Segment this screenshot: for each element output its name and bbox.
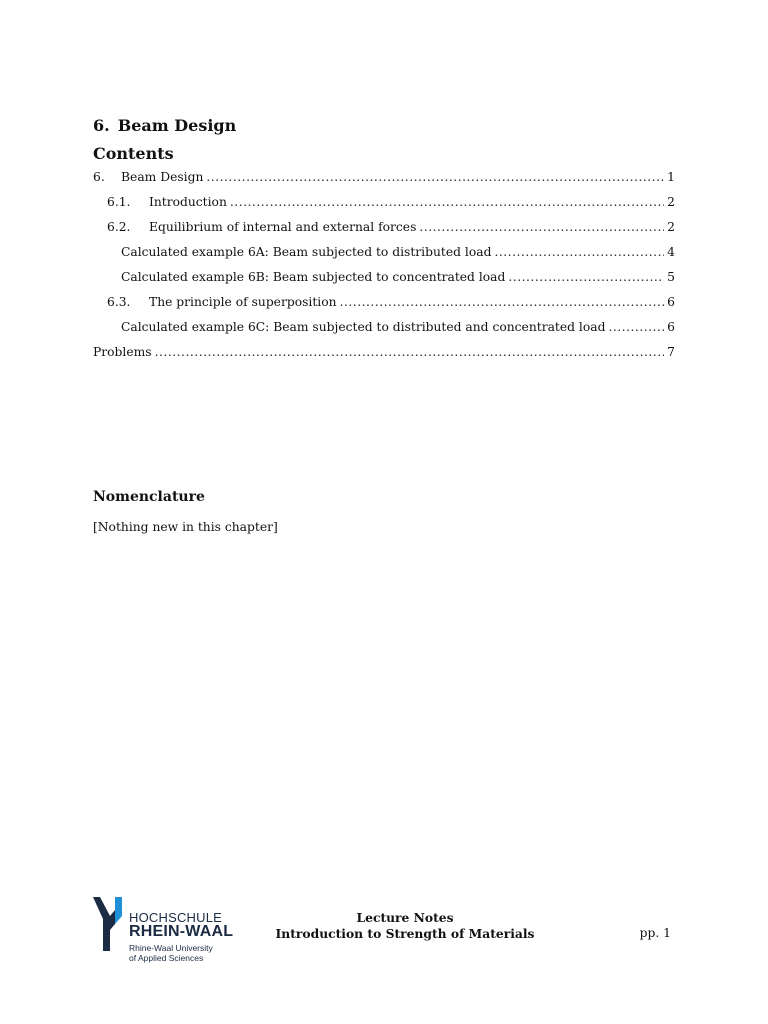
toc-entry-title: The principle of superposition [149, 295, 337, 309]
toc-entry-number: 6.3. [107, 295, 131, 309]
toc-entry-example-6c[interactable] [93, 320, 675, 345]
toc-entry-title: Calculated example 6C: Beam subjected to distributed and concentrated load [121, 320, 606, 334]
toc-entry-title: Calculated example 6B: Beam subjected to concentrated load [121, 270, 506, 284]
toc-entry-title: Calculated example 6A: Beam subjected to distributed load [121, 245, 492, 259]
toc-entry-6-3[interactable] [93, 295, 675, 320]
toc-entry-example-6a[interactable] [93, 245, 675, 270]
footer-course-title: Introduction to Strength of Materials [275, 926, 535, 941]
toc-entry-title: Beam Design [121, 170, 204, 184]
footer-title [255, 910, 555, 942]
toc-dot-leader [340, 295, 664, 309]
toc-entry-problems[interactable] [93, 345, 675, 370]
logo-text-university: Rhine-Waal University [129, 943, 213, 953]
toc-dot-leader [494, 245, 664, 259]
nomenclature-text: [Nothing new in this chapter] [93, 520, 278, 534]
toc-entry-page: 4 [667, 245, 675, 259]
toc-entry-number: 6.2. [107, 220, 131, 234]
toc-dot-leader [155, 345, 664, 359]
toc-entry-page: 2 [667, 195, 675, 209]
toc-dot-leader [230, 195, 664, 209]
chapter-heading [93, 116, 236, 135]
chapter-number: 6. [93, 116, 110, 135]
toc-dot-leader [608, 320, 664, 334]
toc-entry-title: Problems [93, 345, 152, 359]
nomenclature-heading: Nomenclature [93, 489, 205, 505]
toc-entry-title: Equilibrium of internal and external forces [149, 220, 417, 234]
toc-dot-leader [419, 220, 664, 234]
toc-entry-title: Introduction [149, 195, 227, 209]
hochschule-rhein-waal-logo-icon [88, 894, 128, 954]
university-logo [88, 892, 248, 968]
footer-lecture-notes: Lecture Notes [356, 910, 454, 925]
toc-entry-page: 6 [667, 295, 675, 309]
toc-entry-6-1[interactable] [93, 195, 675, 220]
chapter-title: Beam Design [117, 116, 237, 135]
toc-entry-page: 2 [667, 220, 675, 234]
logo-text-applied-sciences: of Applied Sciences [129, 953, 204, 963]
toc-entry-page: 1 [667, 170, 675, 184]
toc-entry-number: 6.1. [107, 195, 131, 209]
table-of-contents [93, 170, 675, 370]
toc-entry-number: 6. [93, 170, 105, 184]
toc-entry-page: 7 [667, 345, 675, 359]
toc-entry-page: 6 [667, 320, 675, 334]
toc-dot-leader [206, 170, 664, 184]
toc-dot-leader [508, 270, 664, 284]
toc-entry-page: 5 [667, 270, 675, 284]
toc-entry-example-6b[interactable] [93, 270, 675, 295]
toc-entry-6-2[interactable] [93, 220, 675, 245]
toc-entry-6[interactable] [93, 170, 675, 195]
footer-page-number: pp. 1 [639, 926, 671, 940]
contents-heading: Contents [93, 144, 174, 163]
logo-text-hochschule: HOCHSCHULE [129, 910, 223, 925]
logo-text-rhein-waal: RHEIN-WAAL [129, 923, 234, 940]
